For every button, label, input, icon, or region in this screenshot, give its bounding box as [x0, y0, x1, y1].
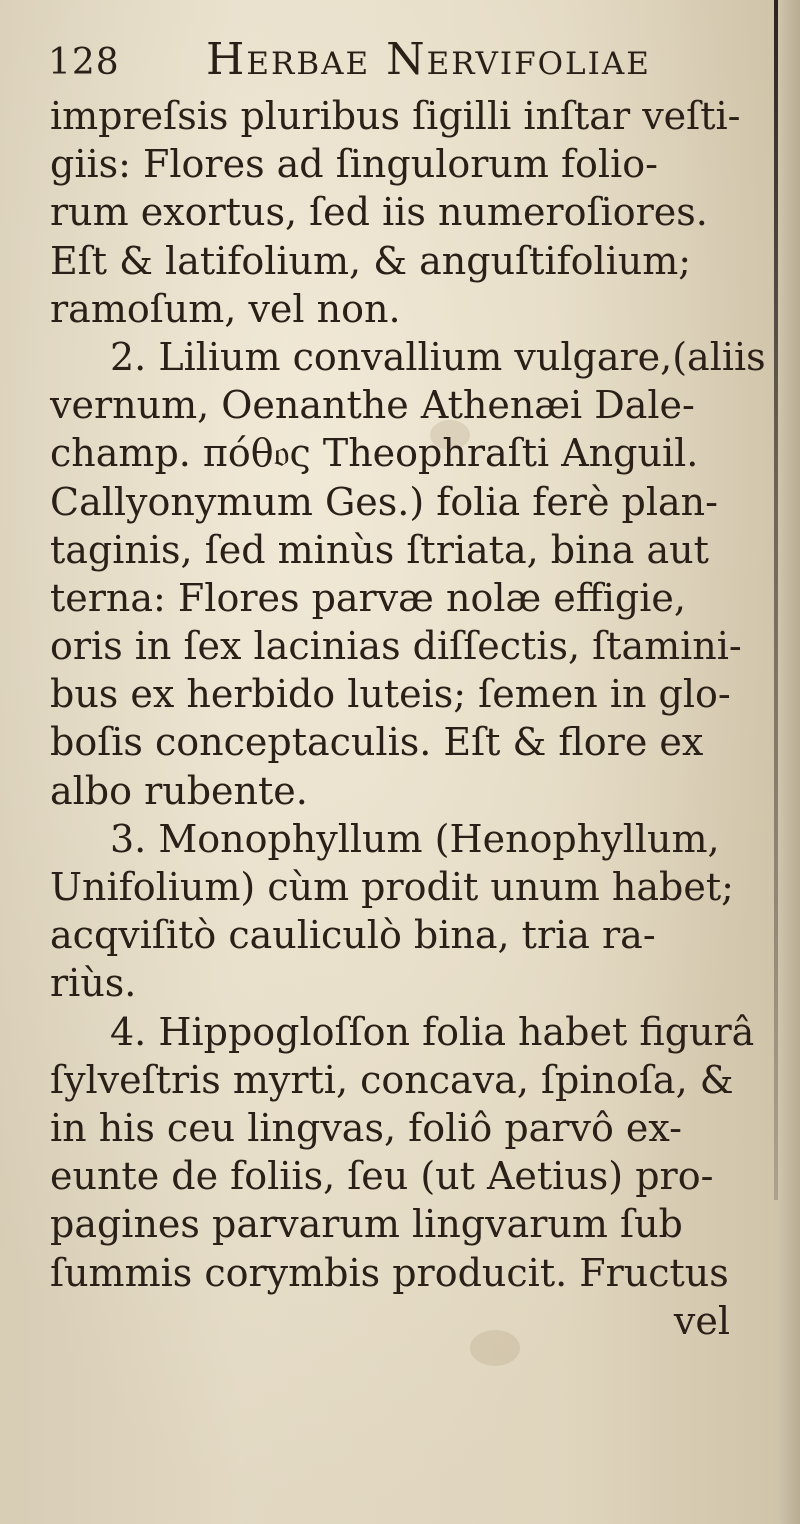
page-edge-shadow: [778, 0, 800, 1524]
text-line: eunte de foliis, ſeu (ut Aetius) pro-: [50, 1154, 714, 1199]
text-line: acqviſitò cauliculò bina, tria ra-: [50, 913, 656, 958]
body-text: [50, 92, 766, 1345]
paragraph-start-line: 4. Hippogloſſon folia habet figurâ: [110, 1009, 755, 1054]
text-line: albo rubente.: [50, 768, 308, 813]
text-line: Callyonymum Ges.) folia ferè plan-: [50, 479, 718, 524]
text-line: rum exortus, ſed iis numeroſiores.: [50, 190, 708, 235]
text-line: ramoſum, vel non.: [50, 286, 401, 331]
text-line: giis: Flores ad ſingulorum folio-: [50, 142, 658, 187]
text-line: Unifolium) cùm prodit unum habet;: [50, 865, 734, 909]
text-line: terna: Flores parvæ nolæ effigie,: [50, 575, 686, 620]
running-title: Herbae Nervifoliae: [206, 34, 651, 85]
page-header: [48, 34, 740, 90]
margin-rule: [774, 0, 778, 1200]
text-line: ſummis corymbis producit. Fructus: [50, 1250, 729, 1295]
text-line: riùs.: [50, 961, 137, 1006]
text-line: boſis conceptaculis. Eſt & flore ex: [50, 720, 704, 765]
text-line: ſylveſtris myrti, concava, ſpinoſa, &: [50, 1057, 734, 1102]
catchword: vel: [673, 1298, 730, 1343]
text-line: champ. πόθ𝔬ς Theophraſti Anguil.: [50, 431, 699, 476]
text-line: bus ex herbido luteis; ſemen in glo-: [50, 672, 731, 717]
paragraph-start-line: 2. Lilium convallium vulgare,(aliis: [110, 334, 766, 379]
text-line: pagines parvarum lingvarum ſub: [50, 1202, 683, 1247]
text-line: oris in ſex lacinias diſſectis, ſtamini-: [50, 624, 742, 669]
text-line: impreſsis pluribus ſigilli inſtar veſti-: [50, 94, 741, 138]
page-number: 128: [48, 42, 120, 83]
paragraph-start-line: 3. Monophyllum (Henophyllum,: [110, 816, 720, 861]
text-line: vernum, Oenanthe Athenæi Dale-: [50, 383, 695, 428]
text-line: in his ceu lingvas, foliô parvô ex-: [50, 1105, 682, 1150]
text-line: Eſt & latifolium, & anguſtifolium;: [50, 238, 692, 283]
text-line: taginis, ſed minùs ſtriata, bina aut: [50, 527, 709, 572]
